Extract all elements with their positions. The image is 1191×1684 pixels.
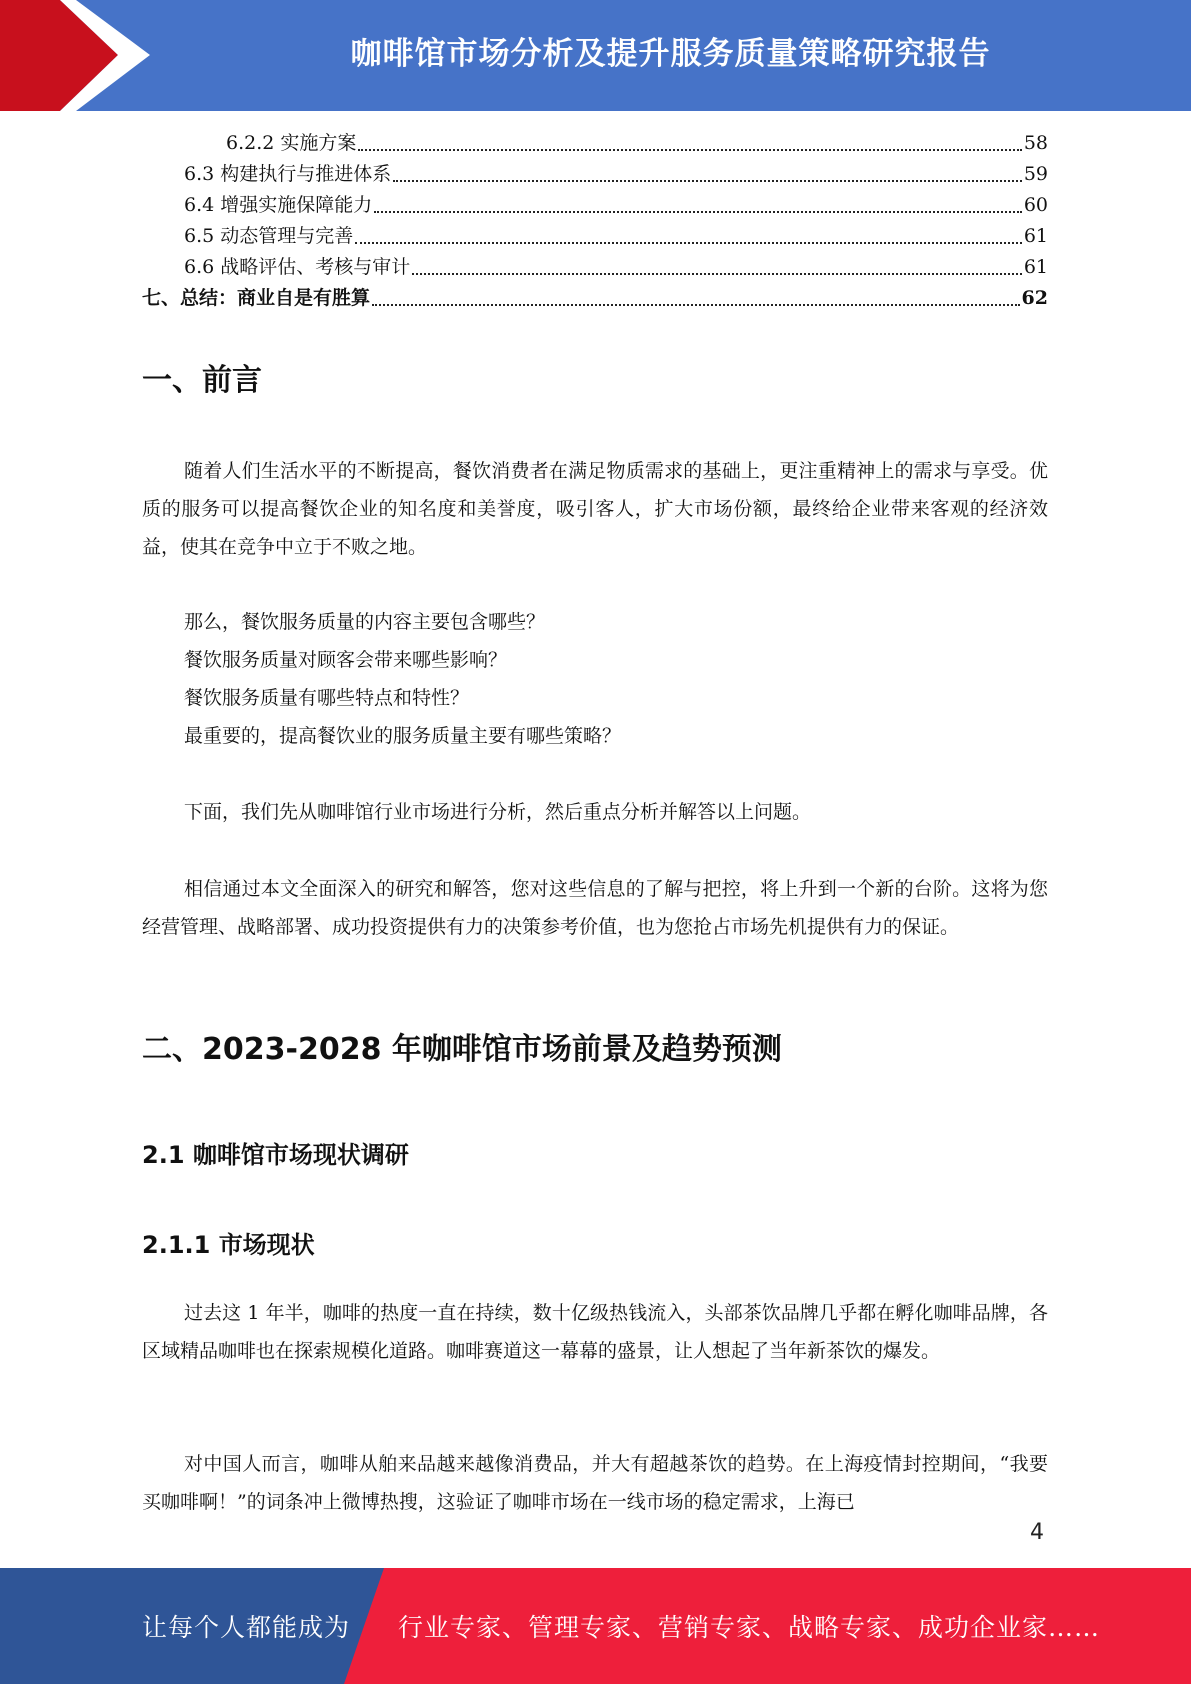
toc-entry-page: 60	[1023, 194, 1048, 216]
footer-slogan-right: 行业专家、管理专家、营销专家、战略专家、成功企业家……	[398, 1613, 1101, 1642]
report-title: 咖啡馆市场分析及提升服务质量策略研究报告	[350, 35, 991, 72]
header-chevron-icon	[0, 0, 150, 111]
toc-leader	[393, 179, 1022, 182]
section-heading-preface: 一、前言	[142, 363, 262, 398]
toc-entry-page: 61	[1023, 256, 1048, 278]
toc-leader	[374, 210, 1022, 213]
toc-leader	[355, 241, 1022, 244]
toc-entry[interactable]	[142, 190, 1048, 221]
page-footer	[0, 1568, 1191, 1684]
page-number: 4	[1030, 1520, 1044, 1545]
page-header	[0, 0, 1191, 111]
toc-entry[interactable]	[142, 252, 1048, 283]
footer-slogan-left: 让每个人都能成为	[142, 1613, 351, 1642]
preface-question: 餐饮服务质量对顾客会带来哪些影响？	[184, 649, 508, 671]
toc-entry-title: 6.6 战略评估、考核与审计	[184, 256, 411, 278]
toc-entry-page: 62	[1021, 287, 1048, 309]
toc-entry-title: 6.2.2 实施方案	[226, 132, 357, 154]
preface-question: 餐饮服务质量有哪些特点和特性？	[184, 687, 470, 709]
preface-paragraph: 随着人们生活水平的不断提高，餐饮消费者在满足物质需求的基础上，更注重精神上的需求与享受。优质的服务可以提高餐饮企业的知名度和美誉度，吸引客人，扩大市场份额，最终给企业带来客观的经济效益，使其在竞争中立于不败之地。	[142, 460, 1048, 558]
subsection-heading: 2.1 咖啡馆市场现状调研	[142, 1141, 409, 1169]
toc-entry[interactable]	[142, 221, 1048, 252]
preface-paragraph: 相信通过本文全面深入的研究和解答，您对这些信息的了解与把控，将上升到一个新的台阶。这将为您经营管理、战略部署、成功投资提供有力的决策参考价值，也为您抢占市场先机提供有力的保证。	[142, 878, 1048, 938]
section-heading-market-outlook: 二、2023-2028 年咖啡馆市场前景及趋势预测	[142, 1032, 782, 1067]
toc-entry[interactable]	[142, 283, 1048, 314]
toc-leader	[372, 303, 1020, 306]
toc-entry[interactable]	[142, 128, 1048, 159]
market-paragraph: 过去这 1 年半，咖啡的热度一直在持续，数十亿级热钱流入，头部茶饮品牌几乎都在孵化咖啡品牌，各区域精品咖啡也在探索规模化道路。咖啡赛道这一幕幕的盛景，让人想起了当年新茶饮的爆发。	[142, 1302, 1048, 1362]
toc-entry[interactable]	[142, 159, 1048, 190]
toc-entry-title: 6.4 增强实施保障能力	[184, 194, 373, 216]
toc-entry-title: 6.5 动态管理与完善	[184, 225, 354, 247]
toc-leader	[412, 272, 1022, 275]
toc-entry-page: 58	[1023, 132, 1048, 154]
toc-entry-page: 59	[1023, 163, 1048, 185]
preface-question: 那么，餐饮服务质量的内容主要包含哪些？	[184, 611, 546, 633]
toc-leader	[358, 148, 1021, 151]
toc-entry-title: 6.3 构建执行与推进体系	[184, 163, 392, 185]
market-paragraph: 对中国人而言，咖啡从舶来品越来越像消费品，并大有超越茶饮的趋势。在上海疫情封控期间，“我要买咖啡啊！”的词条冲上微博热搜，这验证了咖啡市场在一线市场的稳定需求，上海已	[142, 1453, 1048, 1513]
subsection-heading: 2.1.1 市场现状	[142, 1231, 315, 1259]
table-of-contents	[142, 128, 1048, 314]
toc-entry-page: 61	[1023, 225, 1048, 247]
toc-entry-title: 七、总结：商业自是有胜算	[142, 287, 371, 309]
preface-question: 最重要的，提高餐饮业的服务质量主要有哪些策略？	[184, 725, 622, 747]
preface-paragraph: 下面，我们先从咖啡馆行业市场进行分析，然后重点分析并解答以上问题。	[184, 801, 812, 823]
